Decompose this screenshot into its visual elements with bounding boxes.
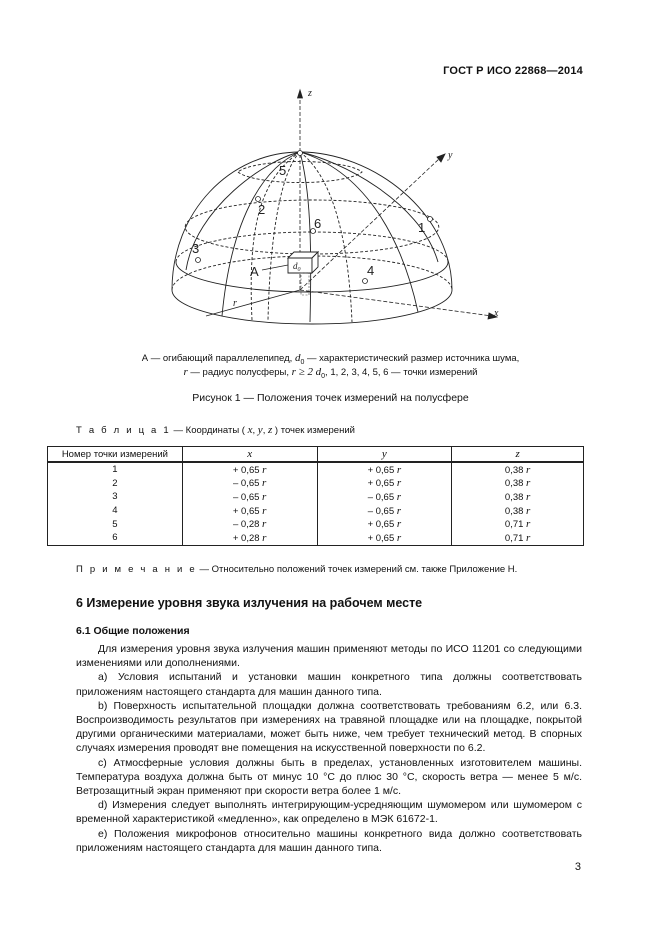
z-coordinate-cell: 0,71 r [452,531,584,545]
table-row [48,517,584,531]
x-coordinate-cell: + 0,65 r [182,504,317,518]
document-code: ГОСТ Р ИСО 22868—2014 [443,65,583,77]
radius-unit: r [526,477,531,490]
table-note: П р и м е ч а н и е — Относительно положений точек измерений см. также Приложение Н. [76,564,518,575]
z-coordinate-cell: 0,71 r [452,517,584,531]
radius-unit: r [262,463,267,476]
point-number-cell: 2 [48,477,183,491]
coordinates-table [47,446,584,546]
radius-unit: r [262,504,267,517]
paragraph: a) Условия испытаний и установки машин конкретного типа должны соответствовать приложениям настоящего стандарта для машин данного типа. [76,671,582,698]
radius-unit: r [396,490,402,503]
point-number-cell: 5 [48,517,183,531]
paragraph: c) Атмосферные условия должны быть в пределах, установленных изготовителем машины. Температура воздуха должна быть от минус 10 °С до плюс 30 °С, скорость ветра — менее 5 м/с. Ветрозащитный экран применяют при скорости ветра более 1 м/с. [76,756,582,798]
table-row [48,477,584,491]
section-6-1-heading: 6.1 Общие положения [76,625,190,637]
header-y: y [317,447,452,463]
radius-unit: r [396,504,402,517]
x-coordinate-cell: – 0,28 r [182,517,317,531]
section-6-heading: 6 Измерение уровня звука излучения на рабочем месте [76,596,423,610]
point-label-5: 5 [279,163,287,178]
radius-unit: r [262,477,267,490]
radius-unit: r [526,463,531,476]
radius-unit: r [262,531,267,544]
figure-caption: Рисунок 1 — Положения точек измерений на полусфере [192,392,469,404]
y-coordinate-cell: + 0,65 r [317,462,452,477]
paragraph: e) Положения микрофонов относительно машины конкретного вида должно соответствовать приложениям настоящего стандарта для машин данного типа. [76,827,582,854]
radius-unit: r [262,490,267,503]
header-x: x [182,447,317,463]
radius-unit: r [396,518,402,531]
table-row [48,462,584,477]
y-coordinate-cell: – 0,65 r [317,490,452,504]
x-coordinate-cell: – 0,65 r [182,490,317,504]
figure-legend-line-1: А — огибающий параллелепипед, $d_0$ — характеристический размер источника шума, [141,352,520,366]
radius-unit: r [262,518,267,531]
radius-unit: r [396,531,402,544]
radius-label: r [233,298,237,309]
point-label-3: 3 [192,241,200,256]
y-coordinate-cell: + 0,65 r [317,531,452,545]
paragraph: d) Измерения следует выполнять интегрирующим-усредняющим шумомером или шумомером с временной характеристикой «медленно», как определено в МЭК 61672-1. [76,799,582,826]
table-header-row [48,447,584,463]
radius-unit: r [526,504,531,517]
x-coordinate-cell: – 0,65 r [182,477,317,491]
table-row [48,490,584,504]
meridian [300,152,352,322]
d0-label: $d_0$ [293,261,301,273]
z-coordinate-cell: 0,38 r [452,490,584,504]
point-label-1: 1 [418,220,426,235]
axis-y-label: y [448,150,453,161]
paragraph: Для измерения уровня звука излучения машин применяют методы по ИСО 11201 со следующими изменениями или дополнениями. [76,643,582,670]
table-row [48,504,584,518]
radius-unit: r [396,463,402,476]
latitude-ring [185,200,439,254]
header-z: z [452,447,584,463]
radius-unit: r [526,531,531,544]
point-label-6: 6 [314,216,322,231]
y-coordinate-cell: + 0,65 r [317,477,452,491]
meridian [300,152,311,322]
point-number-cell: 4 [48,504,183,518]
y-coordinate-cell: + 0,65 r [317,517,452,531]
table-caption: Т а б л и ц а 1 — Координаты ( x, y, z ) точек измерений [76,424,355,436]
z-coordinate-cell: 0,38 r [452,504,584,518]
meridian [251,152,300,320]
figure-legend-line-2: r — радиус полусферы, r ≥ 2 $d_0$, 1, 2, 3, 4, 5, 6 — точки измерений [183,366,478,380]
page-number: 3 [574,861,581,873]
point-number-cell: 6 [48,531,183,545]
z-coordinate-cell: 0,38 r [452,462,584,477]
meridian [300,152,438,262]
radius-unit: r [526,518,531,531]
header-point-number: Номер точки измерений [48,447,183,463]
body-text [76,642,582,855]
radius-unit: r [526,490,531,503]
x-coordinate-cell: + 0,65 r [182,462,317,477]
point-number-cell: 3 [48,490,183,504]
point-number-cell: 1 [48,462,183,477]
table-row [48,531,584,545]
point-label-2: 2 [258,202,266,217]
y-coordinate-cell: – 0,65 r [317,504,452,518]
radius-unit: r [396,477,402,490]
axis-z-label: z [308,88,312,99]
z-coordinate-cell: 0,38 r [452,477,584,491]
label-a: A [250,264,259,279]
paragraph: b) Поверхность испытательной площадки должна соответствовать требованиям 6.2, или 6.3. Воспроизводимость результатов при измерениях на травяной площадке или на площадке, покрытой другими органическими материалами, может быть ниже, чем требует технический метод. В спорных случаях измерения проводят вне помещения на искусственной поверхности по 6.2. [76,699,582,755]
point-label-4: 4 [367,263,375,278]
base-ellipse-front [172,290,452,324]
x-coordinate-cell: + 0,28 r [182,531,317,545]
hemisphere-figure [160,82,505,327]
axis-x-label: x [494,308,499,319]
